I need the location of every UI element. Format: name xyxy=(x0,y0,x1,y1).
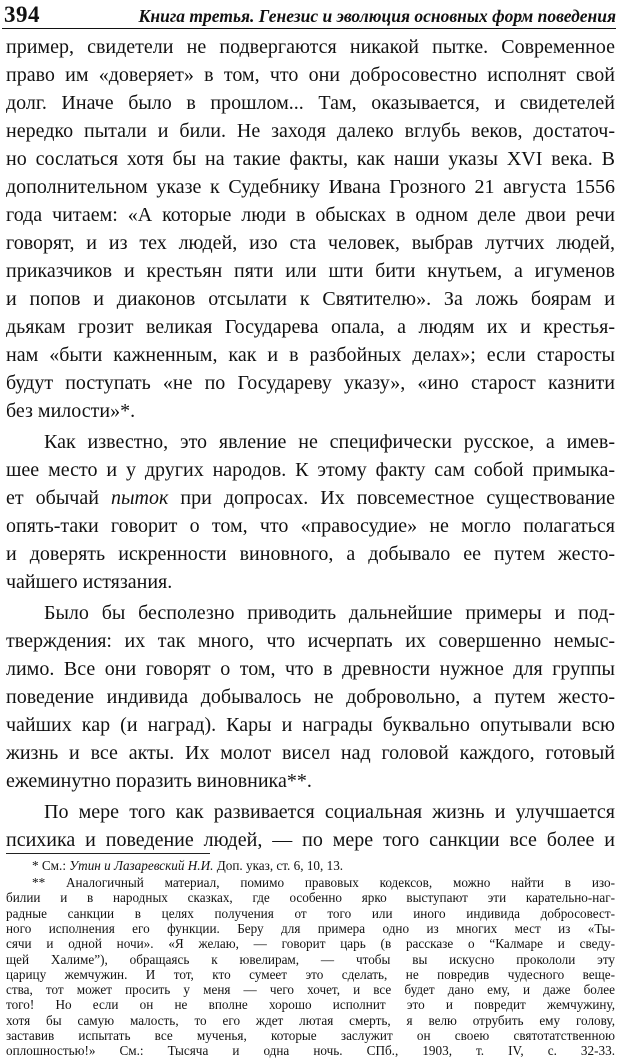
text-line: нередко пытали и били. Не заходя далеко вглубь веков, достаточ- xyxy=(6,120,615,142)
text-line: говорят, и из тех людей, изо ста человек, выбрав лутчих людей, xyxy=(6,232,615,254)
text-line: чайших кар (и наград). Кары и награды буквально опутывали всю xyxy=(6,714,615,736)
footnote-line: царицу жемчужин. И тот, кто сумеет это сделать, не повредив чудесного веще- xyxy=(6,966,615,982)
footnote-marker: * См.: xyxy=(32,858,70,873)
text-line: Было бы бесполезно приводить дальнейшие примеры и под- xyxy=(44,602,615,624)
text-line: чайшего истязания. xyxy=(6,571,173,593)
text-line: нам «быти кажненным, как и в разбойных делах»; если старосты xyxy=(6,344,615,366)
text-line: года читаем: «А которые люди в обысках в одном деле двои речи xyxy=(6,204,615,226)
footnote-text: Доп. указ, ст. 6, 10, 13. xyxy=(213,858,344,873)
text-line xyxy=(6,484,615,512)
text-line: По мере того как развивается социальная жизнь и улучшается xyxy=(44,801,615,823)
footnote-line: ства, тот может просить у меня — чего хочет, и все будет дано ему, и даже более xyxy=(6,982,615,998)
text-line: опять-таки говорит о том, что «правосудие» не могло полагаться xyxy=(6,515,615,537)
running-title: Книга третья. Генезис и эволюция основных форм поведения xyxy=(138,6,616,26)
emphasis-word: пыток xyxy=(110,487,169,509)
text-line: и попов и диаконов отсылати к Святителю». За ложь боярам и xyxy=(6,288,615,310)
footnote-divider xyxy=(6,853,210,854)
text-line: ежеминутно поразить виновника**. xyxy=(6,770,312,792)
text-line: дьякам грозит великая Государева опала, а людям их и крестья- xyxy=(6,316,615,338)
text-line: пример, свидетели не подвергаются никакой пытке. Современное xyxy=(6,36,615,58)
footnote-line: щей Халиме”), обращаясь к ювелирам, — чтобы вы искусно прокололи эту xyxy=(6,951,615,967)
text-line: тверждения: их так много, что исчерпать их совершенно немыс- xyxy=(6,630,615,652)
text-line: шее место и у других народов. К этому факту сам собой примыка- xyxy=(6,459,615,481)
page-number: 394 xyxy=(4,2,40,27)
text-line: но сослаться хотя бы на такие факты, как наши указы XVI века. В xyxy=(6,148,615,170)
footnote-line: заставив испытать все мученья, которые заслужит он своею святотатственною xyxy=(6,1028,615,1043)
footnote-line: оплошностью!» См.: Тысяча и одна ночь. СПб., 1903, т. IV, с. 32-33. xyxy=(6,1043,615,1058)
text-line: право им «доверяет» в том, что они добросовестно исполнят свой xyxy=(6,64,615,86)
text-line: лимо. Все они говорят о том, что в древности нужное для группы xyxy=(6,658,615,680)
text-line: поведение индивида добывалось не добровольно, а путем жесто- xyxy=(6,686,615,708)
text-line: психика и поведение людей, — по мере того санкции все более и xyxy=(6,829,615,851)
text-line: долг. Иначе было в прошлом... Там, оказывается, и свидетелей xyxy=(6,92,615,114)
footnote-line: сячи и одной ночи». «Я желаю, — говорит царь (в рассказе о “Калмаре и сведу- xyxy=(6,936,615,952)
footnote-authors: Утин и Лазаревский Н.И. xyxy=(69,858,214,873)
footnote-line: билии и в народных сказках, где особенно ярко выступают эти карательно-наг- xyxy=(6,890,615,906)
footnote-1 xyxy=(32,858,343,874)
text-line: жизнь и все акты. Их молот висел над головой каждого, готовый xyxy=(6,742,615,764)
text-line: Как известно, это явление не специфически русское, а имев- xyxy=(44,431,615,453)
text-run: ет обычай xyxy=(6,487,111,509)
footnote-line: хотя бы самую малость, то его ждет лютая смерть, я велю отрубить ему голову, xyxy=(6,1012,615,1028)
text-line: будут поступать «не по Государеву указу», «ино старост казнити xyxy=(6,372,615,394)
footnote-line: ** Аналогичный материал, помимо правовых кодексов, можно найти в изо- xyxy=(32,875,615,890)
text-line: и доверять искренности виновного, а добывало ее путем жесто- xyxy=(6,543,615,565)
footnote-line: радные санкции в целях получения от того или иного индивида добросовест- xyxy=(6,905,615,921)
footnote-line: ного исполнения его функции. Беру для примера одно из многих мест из «Ты- xyxy=(6,920,615,936)
text-line: дополнительном указе к Судебнику Ивана Грозного 21 августа 1556 xyxy=(6,176,615,198)
text-run: при допросах. Их повсеместное существование xyxy=(168,487,615,509)
text-line: без милости»*. xyxy=(6,400,136,422)
text-line: приказчиков и крестьян пяти или шти бити кнутьем, а игуменов xyxy=(6,260,615,282)
footnote-line: того! Но если он не вполне хорошо исполнит это и повредит жемчужину, xyxy=(6,997,615,1013)
page-header xyxy=(2,2,616,29)
